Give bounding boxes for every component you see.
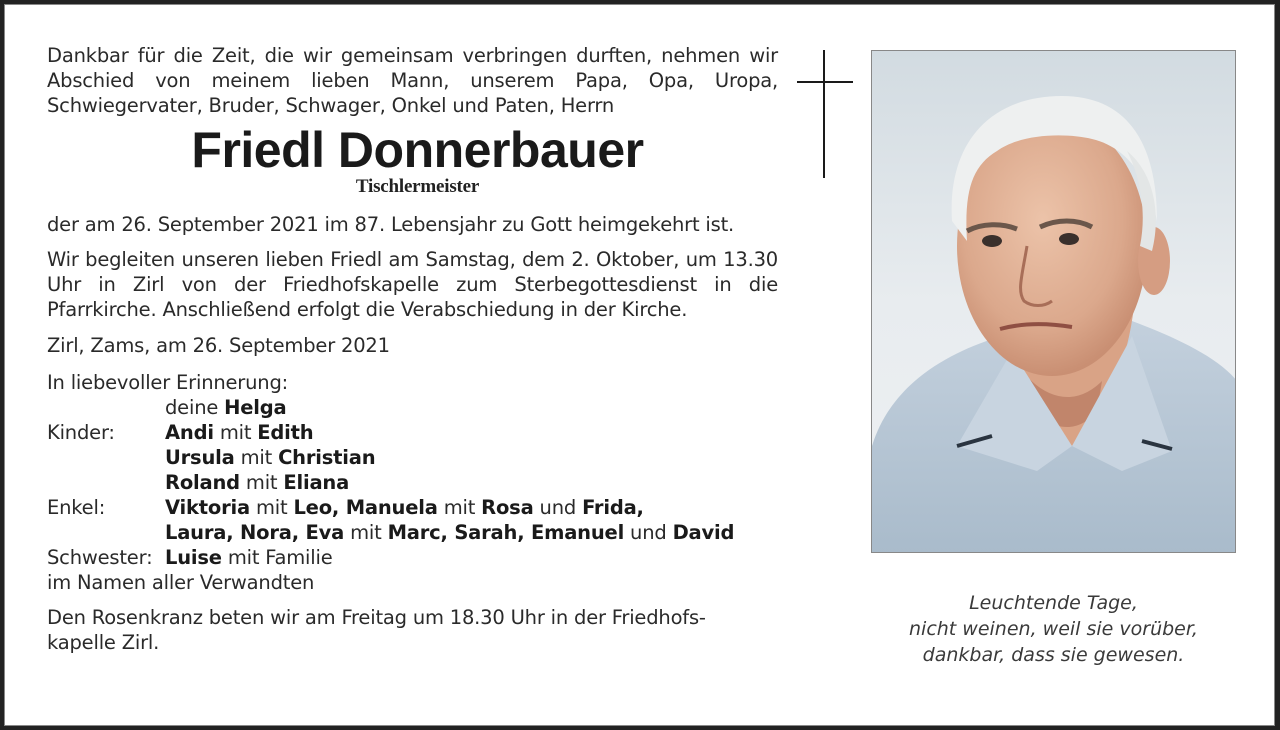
deceased-name: Friedl Donnerbauer	[191, 122, 644, 178]
family-row-children-2: Ursula mit Christian	[165, 446, 376, 469]
sister-label: Schwester:	[47, 546, 153, 569]
intro-text: Dankbar für die Zeit, die wir gemeinsam verbringen durften, nehmen wir Abschied von meinem lieben Mann, unserem Papa, Opa, Uropa, Schwiegervater, Bruder, Schwager, Onkel und Paten, Herrn	[47, 44, 778, 117]
memorial-quote: Leuchtende Tage, nicht weinen, weil sie vorüber, dankbar, dass sie gewesen.	[909, 592, 1198, 666]
children-label: Kinder:	[47, 421, 115, 444]
relatives-line: im Namen aller Verwandten	[47, 571, 315, 594]
wife-name: Helga	[224, 396, 287, 419]
funeral-details: Wir begleiten unseren lieben Friedl am Samstag, dem 2. Oktober, um 13.30 Uhr in Zirl von der Friedhofskapelle zum Sterbegottesdienst in die Pfarrkirche. Anschließend erfolgt die Verabschiedung in der Kirche.	[47, 248, 778, 321]
portrait-photo	[871, 50, 1236, 553]
family-row-children-1: Kinder: Andi mit Edith	[47, 421, 314, 444]
family-row-children-3: Roland mit Eliana	[165, 471, 350, 494]
family-list	[47, 395, 778, 595]
notice-text-column	[47, 43, 778, 655]
place-date: Zirl, Zams, am 26. September 2021	[47, 334, 390, 357]
family-row-grandchildren-2: Laura, Nora, Eva mit Marc, Sarah, Emanuel und David	[165, 521, 735, 544]
obituary-notice	[4, 4, 1275, 726]
family-row-grandchildren-1: Enkel: Viktoria mit Leo, Manuela mit Rosa und Frida,	[47, 496, 644, 519]
rosary-info: Den Rosenkranz beten wir am Freitag um 18.30 Uhr in der Friedhofs- kapelle Zirl.	[47, 606, 706, 654]
family-row-wife: deine Helga	[165, 396, 287, 419]
family-row-sister: Schwester: Luise mit Familie	[47, 546, 333, 569]
grandchildren-label: Enkel:	[47, 496, 106, 519]
memory-heading: In liebevoller Erinnerung:	[47, 371, 288, 394]
death-announcement: der am 26. September 2021 im 87. Lebensjahr zu Gott heimgekehrt ist.	[47, 213, 735, 236]
cross-icon	[797, 50, 853, 178]
deceased-profession: Tischlermeister	[355, 176, 480, 197]
